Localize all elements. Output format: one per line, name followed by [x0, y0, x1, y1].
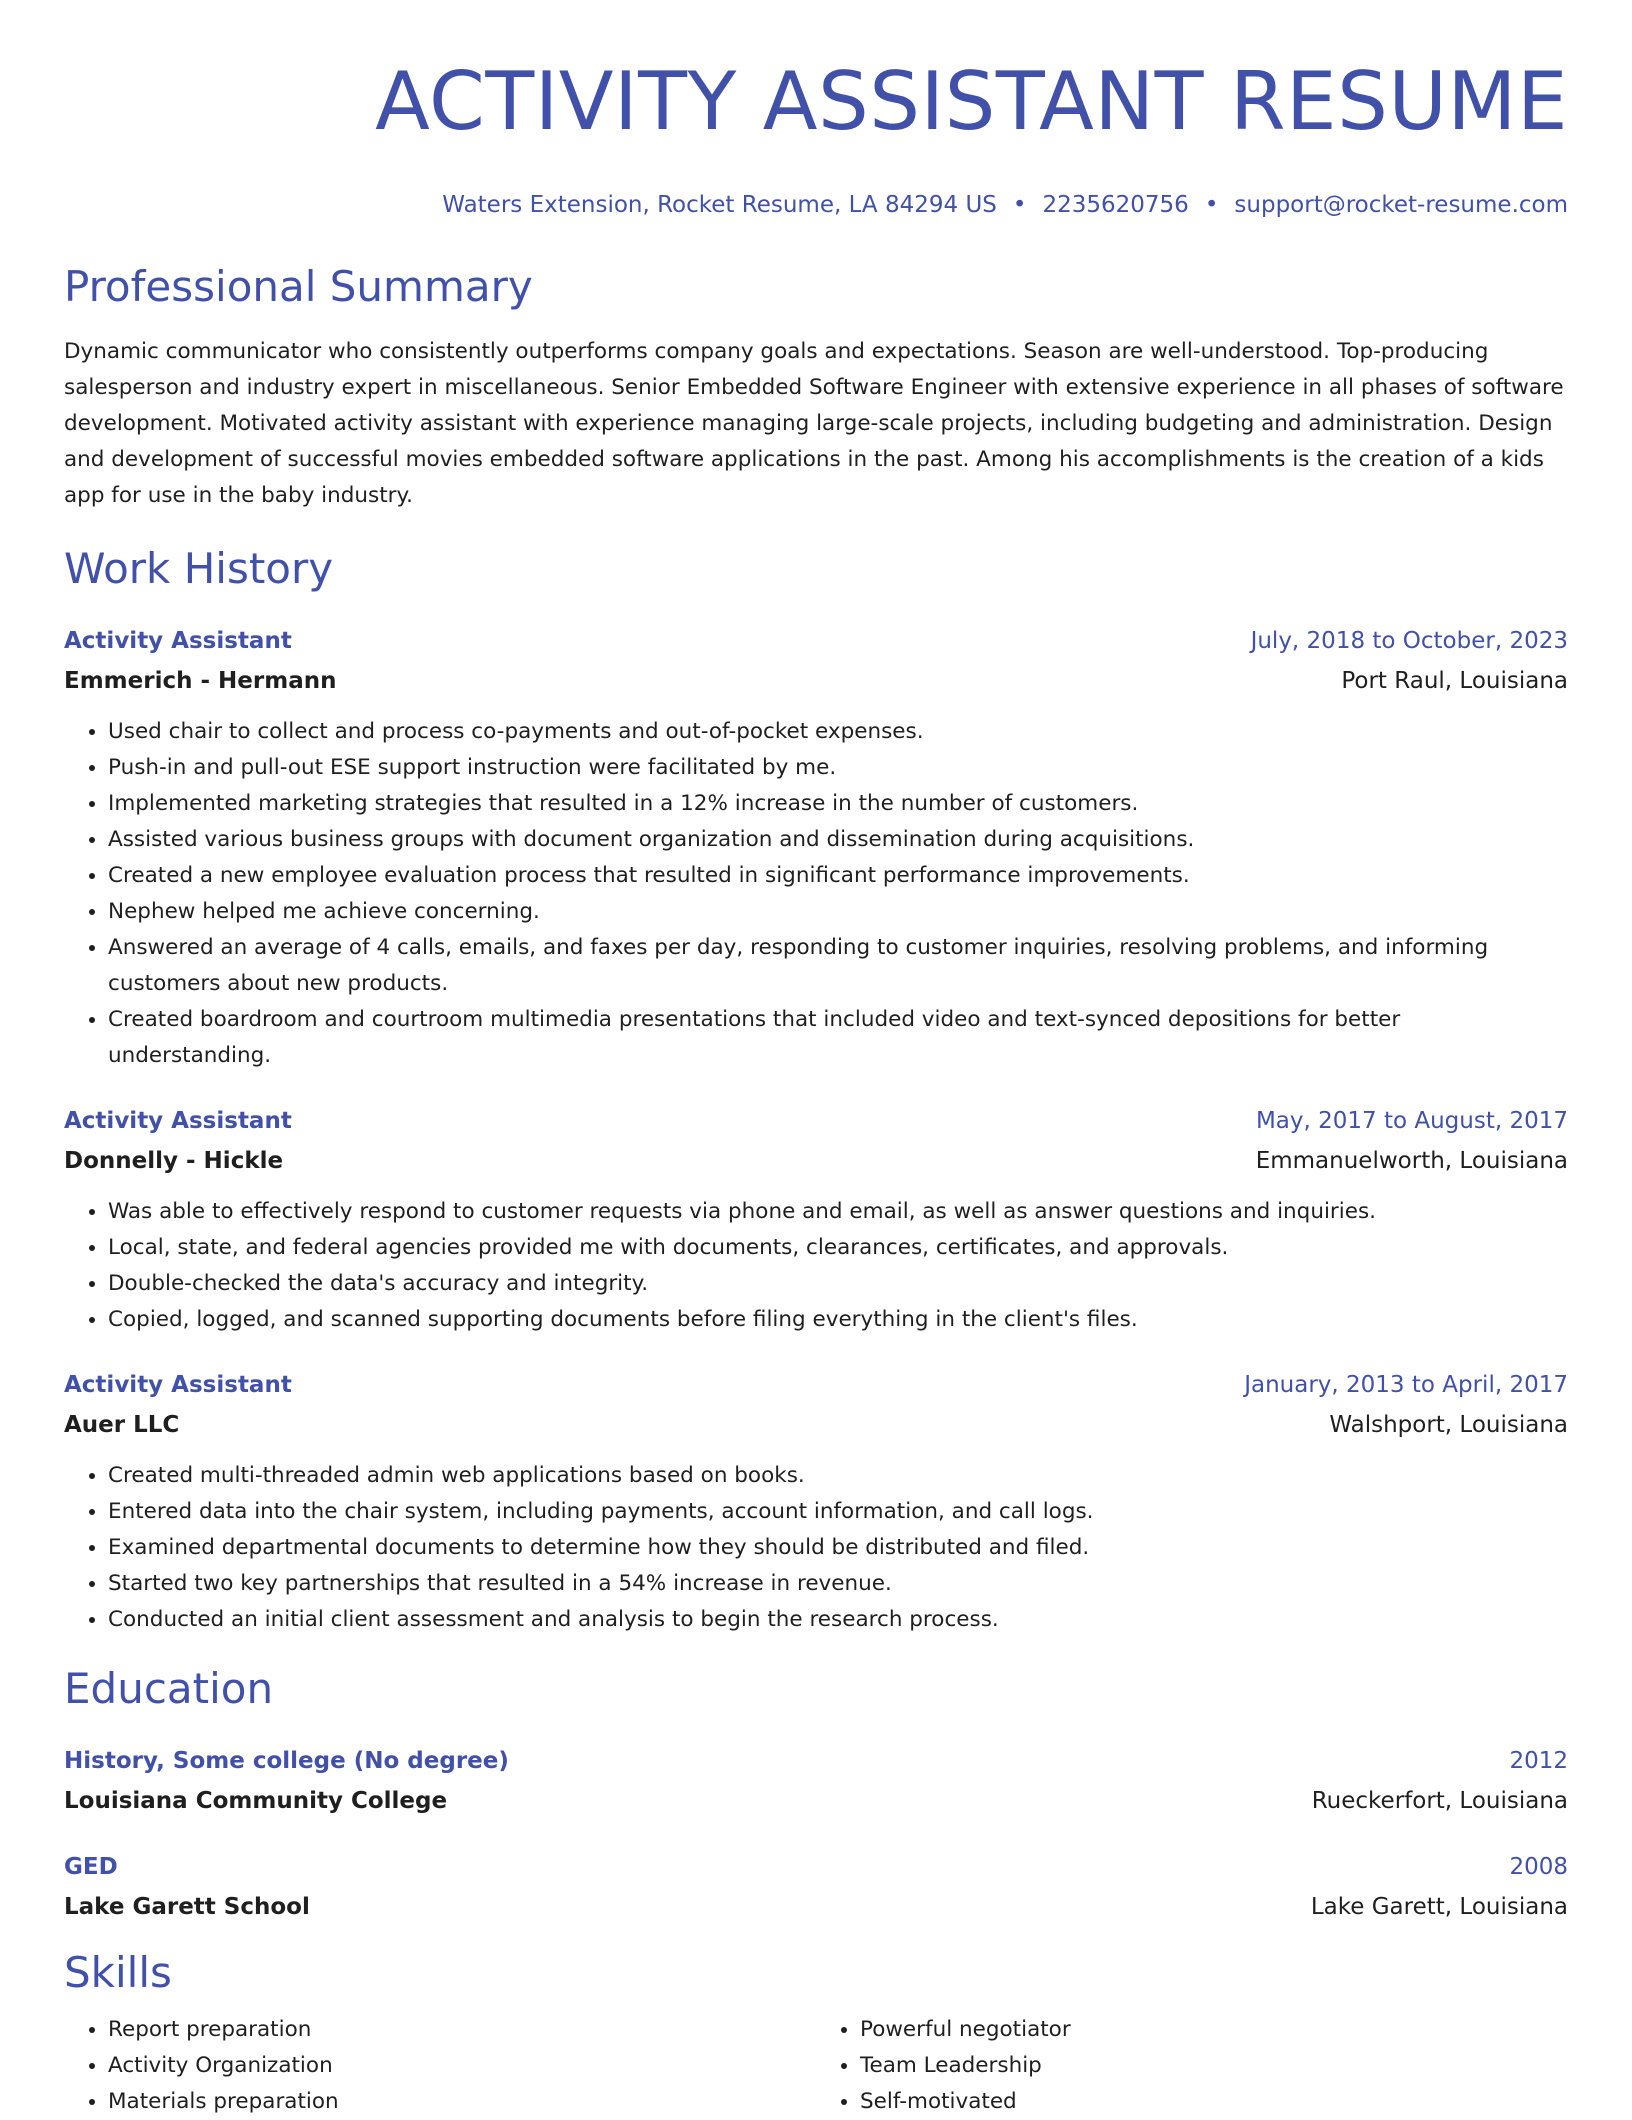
- job-bullet: • Started two key partnerships that resulted in a 54% increase in revenue.: [108, 1566, 1568, 1602]
- job-dates: July, 2018 to October, 2023: [1250, 628, 1568, 654]
- skills-heading: Skills: [64, 1948, 172, 1997]
- skill-item: • Self-motivated: [860, 2084, 1568, 2120]
- job-company: Auer LLC: [64, 1412, 180, 1438]
- job-bullet: • Nephew helped me achieve concerning.: [108, 894, 1568, 930]
- job-bullet: • Created boardroom and courtroom multimedia presentations that included video and text-synced depositions for better understanding.: [108, 1002, 1568, 1074]
- job-company: Donnelly - Hickle: [64, 1148, 284, 1174]
- job-bullet: • Examined departmental documents to determine how they should be distributed and filed.: [108, 1530, 1568, 1566]
- job-entry: [64, 1368, 1568, 1638]
- job-bullet: • Assisted various business groups with document organization and dissemination during acquisitions.: [108, 822, 1568, 858]
- skill-item: • Team Leadership: [860, 2048, 1568, 2084]
- education-location: Lake Garett, Louisiana: [1310, 1894, 1568, 1920]
- skill-item: • Materials preparation: [108, 2084, 816, 2120]
- job-bullet: • Entered data into the chair system, including payments, account information, and call logs.: [108, 1494, 1568, 1530]
- summary-text: Dynamic communicator who consistently outperforms company goals and expectations. Season are well-understood. Top-producing salesperson and industry expert in miscellaneous. Senior Embedded Software Engineer with extensive experience in all phases of software development. Motivated activity assistant with experience managing large-scale projects, including budgeting and administration. Design and development of successful movies embedded software applications in the past. Among his accomplishments is the creation of a kids app for use in the baby industry.: [64, 339, 1564, 508]
- job-bullet: • Push-in and pull-out ESE support instruction were facilitated by me.: [108, 750, 1568, 786]
- job-bullets: [64, 714, 1568, 1074]
- skills-list: [64, 2012, 1568, 2120]
- education-degree: GED: [64, 1854, 118, 1880]
- education-location: Rueckerfort, Louisiana: [1311, 1788, 1568, 1814]
- contact-address: Waters Extension, Rocket Resume, LA 84294 US: [442, 192, 997, 218]
- job-bullet: • Was able to effectively respond to customer requests via phone and email, as well as answer questions and inquiries.: [108, 1194, 1568, 1230]
- skill-item: • Report preparation: [108, 2012, 816, 2048]
- summary-heading: Professional Summary: [64, 262, 533, 311]
- job-entry: [64, 624, 1568, 1074]
- job-bullet: • Local, state, and federal agencies provided me with documents, clearances, certificates, and approvals.: [108, 1230, 1568, 1266]
- education-school: Louisiana Community College: [64, 1788, 448, 1814]
- education-heading: Education: [64, 1664, 274, 1713]
- job-bullet: • Answered an average of 4 calls, emails, and faxes per day, responding to customer inquiries, resolving problems, and informing customers about new products.: [108, 930, 1568, 1002]
- skills-column-right: [816, 2012, 1568, 2120]
- work-history-heading: Work History: [64, 544, 334, 593]
- job-role: Activity Assistant: [64, 1372, 292, 1398]
- job-entry: [64, 1104, 1568, 1338]
- skill-item: • Activity Organization: [108, 2048, 816, 2084]
- resume-title: ACTIVITY ASSISTANT RESUME: [375, 55, 1568, 148]
- education-year: 2008: [1509, 1854, 1568, 1880]
- education-entry: [64, 1850, 1568, 1924]
- job-bullet: • Implemented marketing strategies that resulted in a 12% increase in the number of customers.: [108, 786, 1568, 822]
- skills-column-left: [64, 2012, 816, 2120]
- education-degree: History, Some college (No degree): [64, 1748, 509, 1774]
- job-company: Emmerich - Hermann: [64, 668, 337, 694]
- job-role: Activity Assistant: [64, 628, 292, 654]
- education-school: Lake Garett School: [64, 1894, 310, 1920]
- contact-separator: •: [1204, 192, 1219, 218]
- job-location: Emmanuelworth, Louisiana: [1255, 1148, 1568, 1174]
- job-dates: January, 2013 to April, 2017: [1244, 1372, 1568, 1398]
- job-bullets: [64, 1194, 1568, 1338]
- job-role: Activity Assistant: [64, 1108, 292, 1134]
- job-dates: May, 2017 to August, 2017: [1255, 1108, 1568, 1134]
- contact-separator: •: [1012, 192, 1027, 218]
- job-location: Walshport, Louisiana: [1329, 1412, 1568, 1438]
- education-year: 2012: [1509, 1748, 1568, 1774]
- skill-item: • Powerful negotiator: [860, 2012, 1568, 2048]
- contact-phone: 2235620756: [1042, 192, 1189, 218]
- contact-email: support@rocket-resume.com: [1234, 192, 1568, 218]
- job-bullet: • Double-checked the data's accuracy and integrity.: [108, 1266, 1568, 1302]
- job-bullet: • Copied, logged, and scanned supporting documents before filing everything in the client's files.: [108, 1302, 1568, 1338]
- job-bullets: [64, 1458, 1568, 1638]
- job-bullet: • Used chair to collect and process co-payments and out-of-pocket expenses.: [108, 714, 1568, 750]
- job-bullet: • Created a new employee evaluation process that resulted in significant performance improvements.: [108, 858, 1568, 894]
- job-bullet: • Conducted an initial client assessment and analysis to begin the research process.: [108, 1602, 1568, 1638]
- contact-line: [64, 190, 1568, 220]
- job-location: Port Raul, Louisiana: [1341, 668, 1568, 694]
- education-entry: [64, 1744, 1568, 1818]
- job-bullet: • Created multi-threaded admin web applications based on books.: [108, 1458, 1568, 1494]
